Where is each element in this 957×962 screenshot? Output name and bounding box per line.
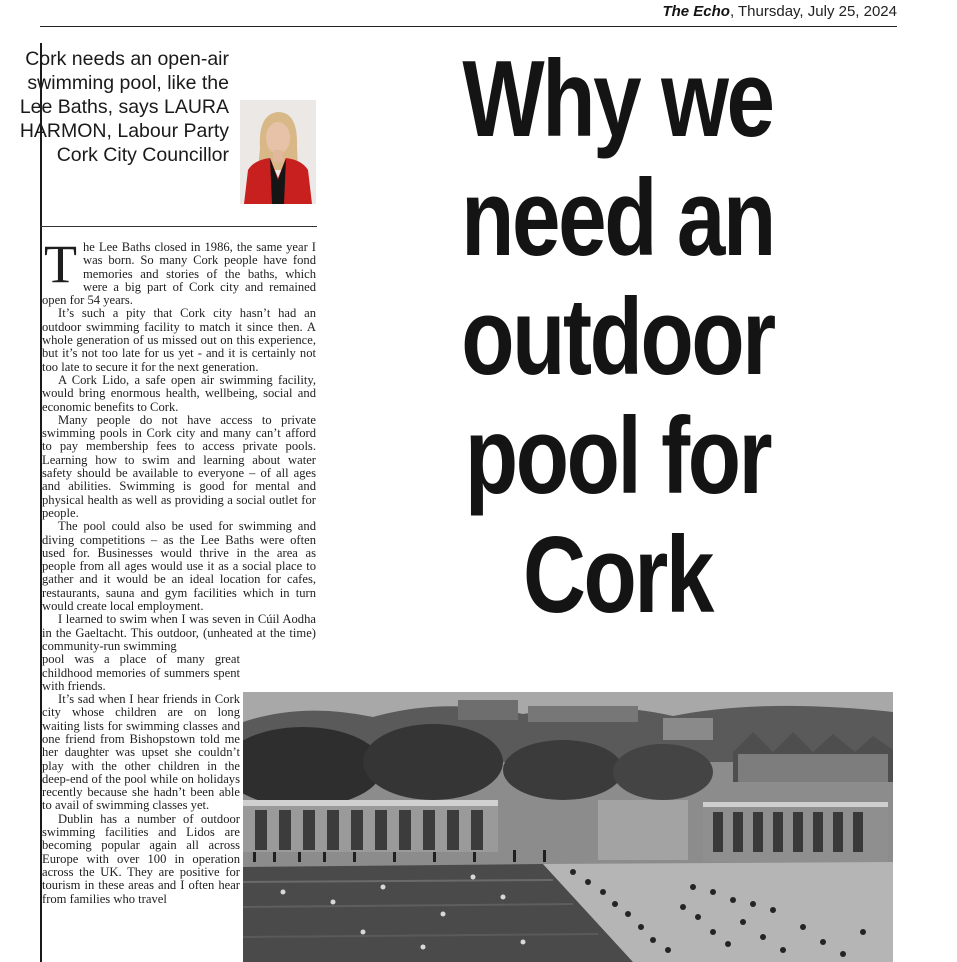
lee-baths-photo bbox=[243, 692, 893, 962]
article-paragraph: Dublin has a number of outdoor swimming facilities and Lidos are becoming popular again all across Europe with over 100 in operation across the UK. They are positive for tourism in these areas and I often hear from families who travel bbox=[42, 811, 240, 906]
issue-date: , Thursday, July 25, 2024 bbox=[729, 3, 897, 20]
headline-line-4: pool for bbox=[464, 395, 771, 517]
byline-text: Cork needs an open-air swimming pool, like the Lee Baths, says LAURA HARMON, Labour Party Cork City Councillor bbox=[19, 48, 229, 166]
lee-baths-photo-image bbox=[243, 692, 893, 962]
headline-line-1: Why we bbox=[462, 38, 773, 160]
article-paragraph: pool was a place of many great childhood memories of summers spent with friends. bbox=[42, 652, 240, 693]
headline-line-3: outdoor bbox=[461, 276, 774, 398]
masthead bbox=[40, 0, 897, 27]
drop-cap: T bbox=[44, 234, 77, 294]
publication-name: The Echo bbox=[662, 3, 730, 20]
author-portrait bbox=[240, 100, 316, 204]
article-paragraph: I learned to swim when I was seven in Cúil Aodha in the Gaeltacht. This outdoor, (unheated at the time) community-run swimming bbox=[42, 612, 316, 653]
article-paragraph: Many people do not have access to private swimming pools in Cork city and many can’t afford to pay membership fees to access private pools. Learning how to swim and learning about water safety should be available to everyone – of all ages and abilities. Swimming is good for mental and physical health as well as providing a social outlet for people. bbox=[42, 412, 316, 520]
headline-line-5: Cork bbox=[522, 514, 713, 636]
article-paragraph: The Lee Baths closed in 1986, the same year I was born. So many Cork people have fond memories and stories of the baths, which were a big part of Cork city and remained open for 54 years. bbox=[42, 234, 316, 308]
narrow-text-block bbox=[42, 653, 240, 906]
article-paragraph: It’s sad when I hear friends in Cork city whose children are on long waiting lists for swimming classes and one friend from Bishopstown told me her daughter was upset she couldn’t play with the other children in the deep-end of the pool while on holidays recently because she hadn’t been able to avail of swimming classes yet. bbox=[42, 692, 240, 813]
article-paragraph: A Cork Lido, a safe open air swimming facility, would bring enormous health, wellbeing, social and economic benefits to Cork. bbox=[42, 372, 316, 414]
article-paragraph: The pool could also be used for swimming and diving competitions – as the Lee Baths were often used for. Businesses would thrive in the area as people from all ages would use it as a social place to gather and it would be an ideal location for cafes, restaurants, sauna and gym facilities which in turn would create local employment. bbox=[42, 519, 316, 614]
article-paragraph: It’s such a pity that Cork city hasn’t had an outdoor swimming facility to match it since then. A whole generation of us missed out on this experience, but it’s not too late for us yet - and it is certainly not too late to secure it for the next generation. bbox=[42, 306, 316, 374]
headline-line-2: need an bbox=[461, 157, 774, 279]
author-portrait-image bbox=[240, 100, 316, 204]
headline bbox=[388, 40, 848, 635]
